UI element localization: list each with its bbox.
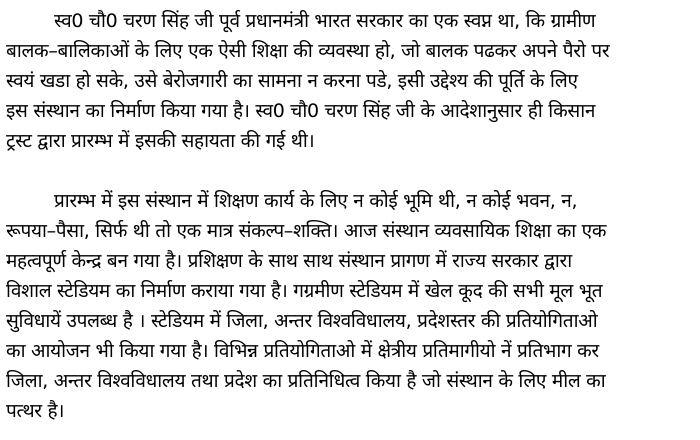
text-line: रूपया–पैसा, सिर्फ थी तो एक मात्र संकल्प–शक्ति। आज संस्थान व्यवसायिक शिक्षा का एक bbox=[6, 220, 607, 242]
text-line: विशाल स्टेडियम का निर्माण कराया गया है। गग्रमीण स्टेडियम में खेल कूद की सभी मूल भूत bbox=[6, 280, 603, 302]
text-line: स्व0 चौ0 चरण सिंह जी पूर्व प्रधानमंत्री भारत सरकार का एक स्वप्न था, कि ग्रामीण bbox=[54, 10, 596, 32]
text-line: महत्वपूर्ण केन्द्र बन गया है। प्रशिक्षण के साथ साथ संस्थान प्रागण में राज्य सरकार द्वारा bbox=[6, 250, 572, 272]
text-line: ट्रस्ट द्वारा प्रारम्भ में इसकी सहायता की गई थी। bbox=[6, 130, 315, 152]
paragraph-founding-vision bbox=[6, 6, 694, 156]
text-line: पत्थर है। bbox=[6, 400, 65, 422]
text-line: बालक–बालिकाओं के लिए एक ऐसी शिक्षा की व्यवस्था हो, जो बालक पढकर अपने पैरो पर bbox=[6, 40, 610, 62]
text-line: जिला, अन्तर विश्वविधालय तथा प्रदेश का प्रतिनिधित्व किया है जो संस्थान के लिए मील का bbox=[6, 370, 606, 392]
paragraph-institute-growth bbox=[6, 186, 694, 426]
text-line: का आयोजन भी किया गया है। विभिन्न प्रतियोगिताओ में क्षेत्रीय प्रतिमागीयो नें प्रतिभाग कर bbox=[6, 340, 599, 362]
text-line: इस संस्थान का निर्माण किया गया है। स्व0 चौ0 चरण सिंह जी के आदेशानुसार ही किसान bbox=[6, 100, 596, 122]
text-line: प्रारम्भ में इस संस्थान में शिक्षण कार्य के लिए न कोई भूमि थी, न कोई भवन, न, bbox=[54, 190, 578, 212]
text-line: स्वयं खडा हो सके, उसे बेरोजगारी का सामना न करना पडे, इसी उद्देश्य की पूर्ति के लिए bbox=[6, 70, 578, 92]
text-line: सुविधायें उपलब्ध है । स्टेडियम में जिला, अन्तर विश्वविधालय, प्रदेशस्तर की प्रतियोगिताओ bbox=[6, 310, 598, 332]
